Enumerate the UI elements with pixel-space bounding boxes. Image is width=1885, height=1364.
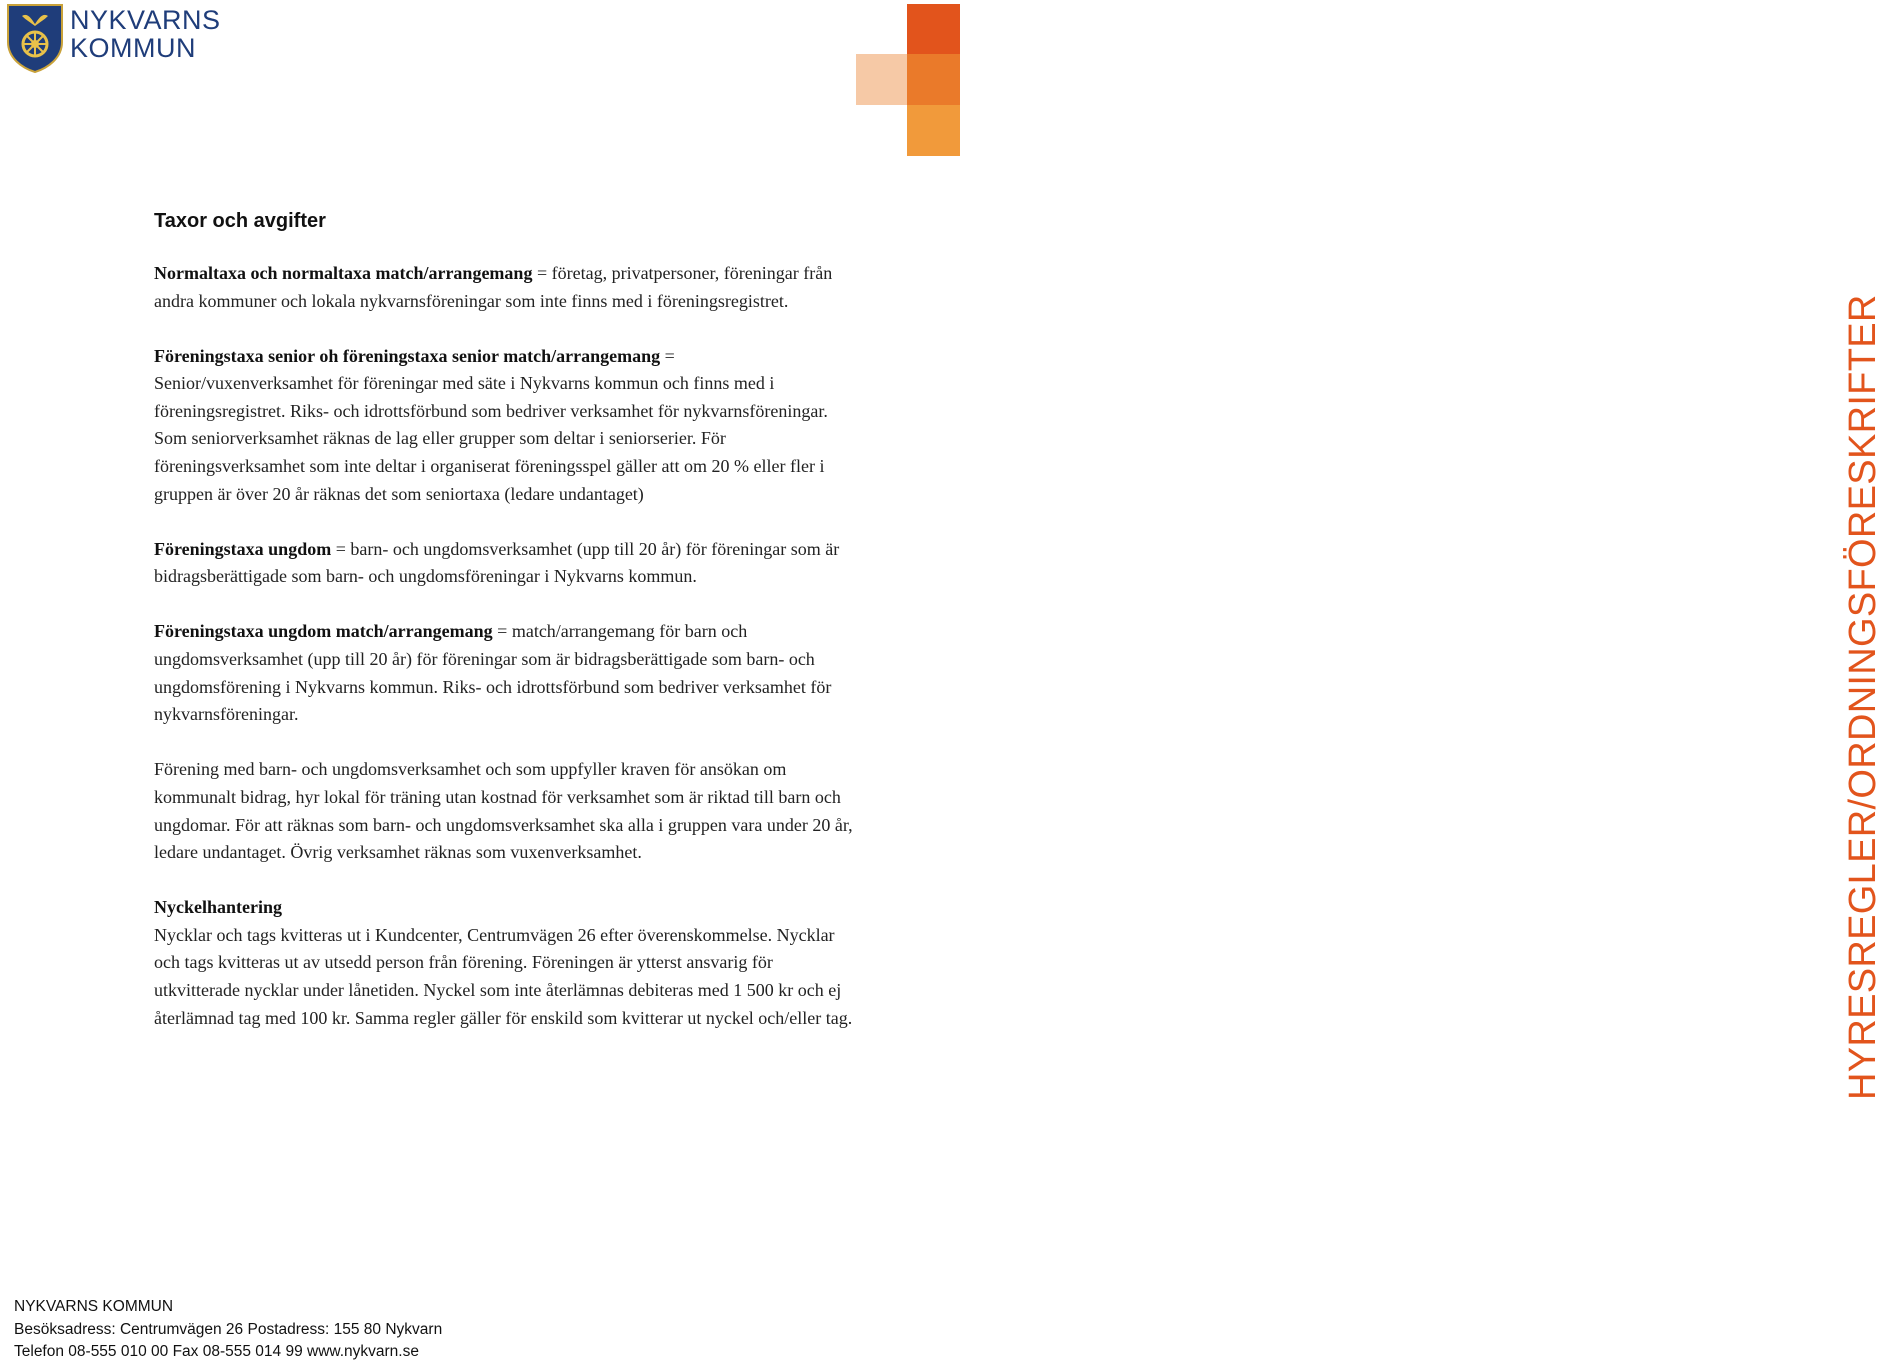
term-normaltaxa: Normaltaxa och normaltaxa match/arrangemang — [154, 263, 533, 283]
definition-senior: = Senior/vuxenverksamhet för föreningar med säte i Nykvarns kommun och finns med i föreningsregistret. Riks- och idrottsförbund som bedriver verksamhet för nykvarnsföreningar. Som seniorverksamhet räknas de lag eller grupper som deltar i seniorserier. För föreningsverksamhet som inte deltar i organiserat föreningsspel gäller att om 20 % eller fler i gruppen är över 20 år räknas det som seniortaxa (ledare undantaget) — [154, 345, 828, 504]
paragraph-normaltaxa — [154, 260, 854, 315]
logo-wordmark — [70, 6, 221, 62]
definition-normaltaxa: = företag, privatpersoner, föreningar från andra kommuner och lokala nykvarnsföreningar som inte finns med i föreningsregistret. — [154, 263, 833, 311]
municipality-logo — [4, 2, 234, 72]
footer-contact: Telefon 08-555 010 00 Fax 08-555 014 99 www.nykvarn.se — [14, 1343, 419, 1360]
logo-line-2: KOMMUN — [70, 33, 196, 63]
paragraph-ungdom — [154, 536, 854, 591]
logo-line-1: NYKVARNS — [70, 5, 221, 35]
term-ungdom-match: Föreningstaxa ungdom match/arrangemang — [154, 621, 493, 642]
side-title: HYRESREGLER/ORDNINGSFÖRESKRIFTER — [1842, 294, 1884, 1100]
section-title: Taxor och avgifter — [154, 210, 326, 232]
paragraph-barn-ungdom: Förening med barn- och ungdomsverksamhet och som uppfyller kraven för ansökan om kommunalt bidrag, hyr lokal för träning utan kostnad för verksamhet som är riktad till barn och ungdomar. För att räknas som barn- och ungdomsverksamhet ska alla i gruppen vara under 20 år, ledare undantaget. Övrig verksamhet räknas som vuxenverksamhet. — [154, 759, 853, 863]
term-senior: Föreningstaxa senior oh föreningstaxa senior match/arrangemang — [154, 345, 661, 366]
document-body — [154, 210, 854, 1060]
term-ungdom: Föreningstaxa ungdom — [154, 538, 332, 559]
footer-org-name: NYKVARNS KOMMUN — [14, 1298, 174, 1315]
heading-nyckelhantering: Nyckelhantering — [154, 897, 282, 918]
paragraph-senior — [154, 343, 854, 509]
side-title-container — [900, 0, 1884, 1360]
footer-address: Besöksadress: Centrumvägen 26 Postadress: 155 80 Nykvarn — [14, 1320, 443, 1338]
definition-ungdom-match: = match/arrangemang för barn och ungdomsverksamhet (upp till 20 år) för föreningar som är bidragsberättigade som barn- och ungdomsförening i Nykvarns kommun. Riks- och idrottsförbund som bedriver verksamhet för nykvarnsföreningar. — [154, 621, 832, 725]
coat-of-arms-icon — [4, 2, 66, 74]
paragraph-nyckelhantering — [154, 894, 854, 1032]
text-nyckelhantering: Nycklar och tags kvitteras ut i Kundcenter, Centrumvägen 26 efter överenskommelse. Nycklar och tags kvitteras ut av utsedd person från förening. Föreningen är ytterst ansvarig för utkvitterade nycklar under lånetiden. Nyckel som inte återlämnas debiteras med 1 500 kr och ej återlämnad tag med 100 kr. Samma regler gäller för enskild som kvitterar ut nyckel och/eller tag. — [154, 924, 853, 1028]
definition-ungdom: = barn- och ungdomsverksamhet (upp till 20 år) för föreningar som är bidragsberättigade som barn- och ungdomsföreningar i Nykvarns kommun. — [154, 538, 840, 587]
paragraph-ungdom-match — [154, 618, 854, 728]
page-footer — [14, 1296, 442, 1364]
